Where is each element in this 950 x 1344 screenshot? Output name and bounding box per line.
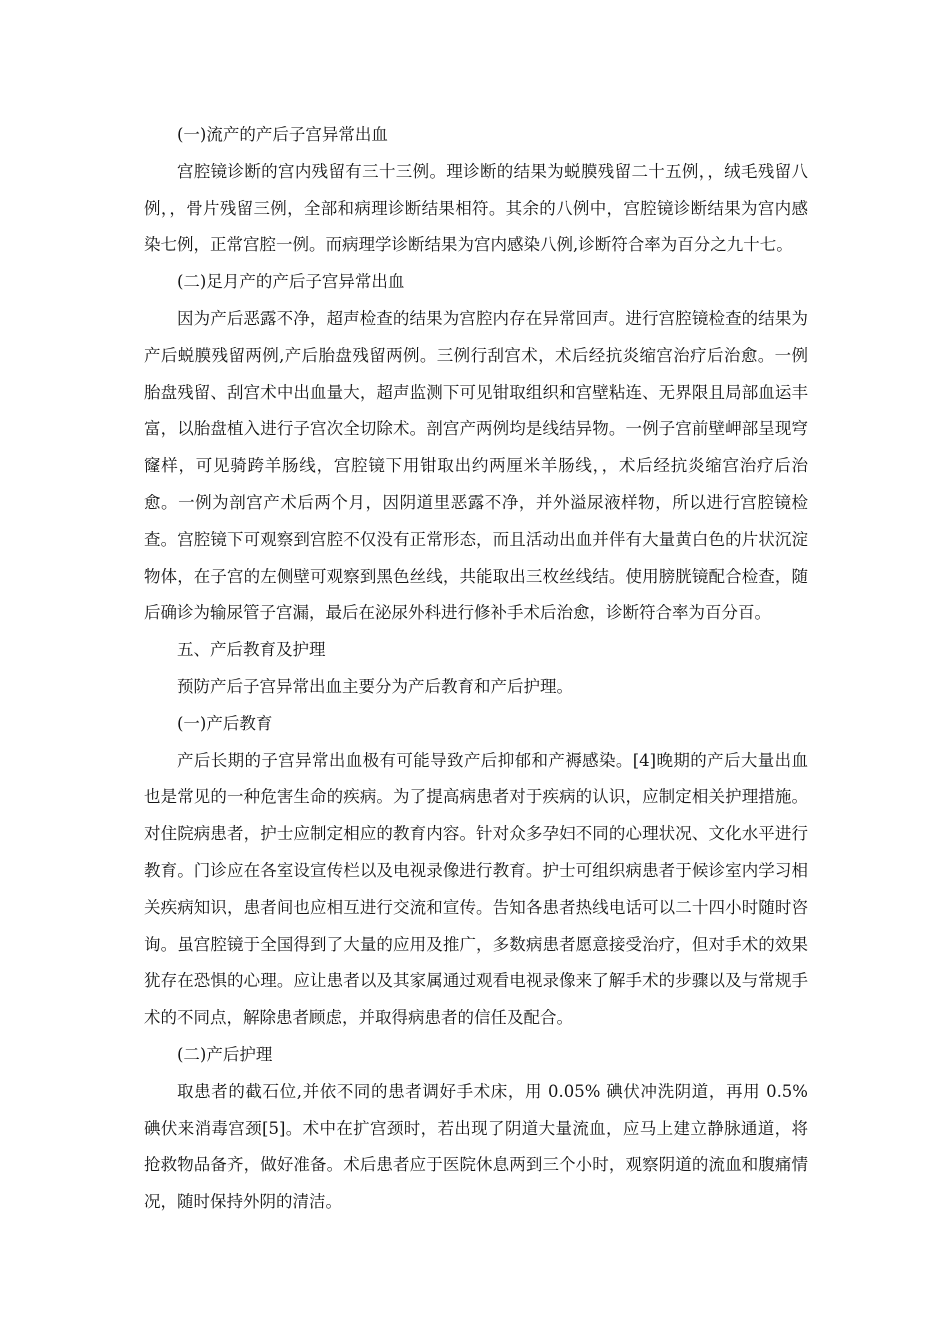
paragraph-fullterm-cases: 因为产后恶露不净，超声检查的结果为宫腔内存在异常回声。进行宫腔镜检查的结果为产后蜕膜残留两例,产后胎盘残留两例。三例行刮宫术，术后经抗炎缩宫治疗后治愈。一例胎盘残留、刮宫术中出血量大，超声监测下可见钳取组织和宫壁粘连、无界限且局部血运丰富，以胎盘植入进行子宫次全切除术。剖宫产两例均是线结异物。一例子宫前壁岬部呈现穹窿样，可见骑跨羊肠线，宫腔镜下用钳取出约两厘米羊肠线，，术后经抗炎缩宫治疗后治愈。一例为剖宫产术后两个月，因阴道里恶露不净，并外溢尿液样物，所以进行宫腔镜检查。宫腔镜下可观察到宫腔不仅没有正常形态，而且活动出血并伴有大量黄白色的片状沉淀物体，在子宫的左侧壁可观察到黑色丝线，共能取出三枚丝线结。使用膀胱镜配合检查，随后确诊为输尿管子宫漏，最后在泌尿外科进行修补手术后治愈，诊断符合率为百分百。 <box>144 308 808 623</box>
section-heading-postpartum-nursing: (二)产后护理 <box>177 1044 273 1064</box>
paragraph-abortion-diagnosis: 宫腔镜诊断的宫内残留有三十三例。理诊断的结果为蜕膜残留二十五例，，绒毛残留八例，，骨片残留三例，全部和病理诊断结果相符。其余的八例中，宫腔镜诊断结果为宫内感染七例，正常宫腔一例。而病理学诊断结果为宫内感染八例,诊断符合率为百分之九十七。 <box>144 161 808 255</box>
document-body <box>144 117 808 1221</box>
section-heading-abortion-bleeding: (一)流产的产后子宫异常出血 <box>177 125 388 144</box>
paragraph-nursing-content: 取患者的截石位,并依不同的患者调好手术床，用 0.05% 碘伏冲洗阴道，再用 0.5% 碘伏来消毒宫颈[5]。术中在扩宫颈时，若出现了阴道大量流血，应马上建立静脉通道，将抢救物品备齐，做好准备。术后患者应于医院休息两到三个小时，观察阴道的流血和腹痛情况，随时保持外阴的清洁。 <box>144 1081 808 1212</box>
paragraph-education-content: 产后长期的子宫异常出血极有可能导致产后抑郁和产褥感染。[4]晚期的产后大量出血也是常见的一种危害生命的疾病。为了提高病患者对于疾病的认识，应制定相关护理措施。对住院病患者，护士应制定相应的教育内容。针对众多孕妇不同的心理状况、文化水平进行教育。门诊应在各室设宣传栏以及电视录像进行教育。护士可组织病患者于候诊室内学习相关疾病知识，患者间也应相互进行交流和宣传。告知各患者热线电话可以二十四小时随时咨询。虽宫腔镜于全国得到了大量的应用及推广，多数病患者愿意接受治疗，但对手术的效果犹存在恐惧的心理。应让患者以及其家属通过观看电视录像来了解手术的步骤以及与常规手术的不同点，解除患者顾虑，并取得病患者的信任及配合。 <box>144 750 808 1028</box>
section-heading-fullterm-bleeding: (二)足月产的产后子宫异常出血 <box>177 272 405 292</box>
section-heading-postpartum-education: (一)产后教育 <box>177 713 273 733</box>
paragraph-prevention-intro: 预防产后子宫异常出血主要分为产后教育和产后护理。 <box>177 676 573 696</box>
section-heading-education-nursing: 五、产后教育及护理 <box>177 640 326 660</box>
